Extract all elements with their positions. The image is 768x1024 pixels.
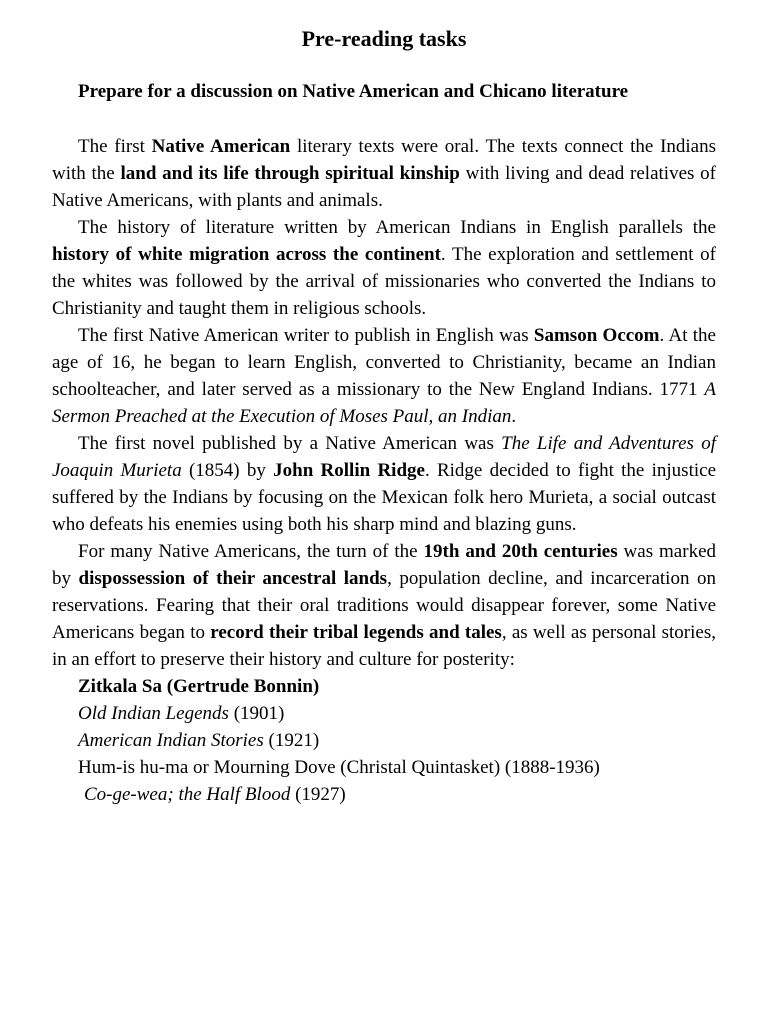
list-author-zitkala-sa (52, 673, 716, 700)
p3-text-a: The first Native American writer to publish in English was (78, 325, 534, 346)
p3-text-c: . At the age of 16, he began to learn English, converted to Christianity, became an Indian schoolteacher, and later served as a missionary to the New England Indians. 1771 (52, 325, 716, 400)
list-author-mourning-dove (52, 754, 716, 781)
p5-bold-dispossession: dispossession of their ancestral lands (78, 568, 388, 589)
work-year: (1921) (263, 730, 320, 751)
p5-bold-record-legends: record their tribal legends and tales (210, 622, 502, 643)
work-title: American Indian Stories (78, 730, 264, 751)
p4-text-a: The first novel published by a Native American was (78, 433, 502, 454)
list-work-american-indian-stories (52, 727, 716, 754)
p4-italic-novel-title: The Life and Adventures of Joaquin Murieta (52, 433, 716, 481)
paragraph-samson-occom (52, 322, 716, 430)
p3-text-e: . (511, 406, 517, 427)
author-name: Hum-is hu-ma or Mourning Dove (Christal Quintasket) (1888-1936) (78, 757, 600, 778)
work-year: (1927) (290, 784, 346, 805)
p1-bold-native-american: Native American (151, 136, 291, 157)
p4-bold-john-rollin-ridge: John Rollin Ridge (273, 460, 425, 481)
work-title: Old Indian Legends (78, 703, 229, 724)
p5-text-a: For many Native Americans, the turn of the (78, 541, 424, 562)
p5-text-g: , as well as personal stories, in an effort to preserve their history and culture for posterity: (52, 622, 716, 670)
p2-text-a: The history of literature written by American Indians in English parallels the (78, 217, 716, 238)
list-work-old-indian-legends (52, 700, 716, 727)
p1-text-c: literary texts were oral. The texts connect the Indians with the (52, 136, 716, 184)
p3-bold-samson-occom: Samson Occom (533, 325, 660, 346)
p1-bold-spiritual-kinship: land and its life through spiritual kinship (120, 163, 460, 184)
author-name: Zitkala Sa (Gertrude Bonnin) (78, 676, 320, 697)
p5-text-c: was marked by (52, 541, 717, 589)
p5-text-e: , population decline, and incarceration on reservations. Fearing that their oral traditions would disappear forever, some Native Americans began to (52, 568, 717, 643)
p5-bold-centuries: 19th and 20th centuries (423, 541, 618, 562)
page-title: Pre-reading tasks (301, 26, 467, 51)
p2-text-c: . The exploration and settlement of the whites was followed by the arrival of missionaries who converted the Indians to Christianity and taught them in religious schools. (52, 244, 716, 319)
paragraph-oral-texts (52, 133, 716, 214)
paragraph-preservation (52, 538, 716, 673)
p3-italic-sermon-title: A Sermon Preached at the Execution of Moses Paul, an Indian (52, 379, 716, 427)
p4-text-c: (1854) by (181, 460, 274, 481)
document-page (52, 24, 716, 808)
work-title: Co-ge-wea; the Half Blood (84, 784, 291, 805)
task-heading: Prepare for a discussion on Native American and Chicano literature (78, 81, 629, 102)
p2-bold-white-migration: history of white migration across the continent (52, 244, 441, 265)
paragraph-first-novel (52, 430, 716, 538)
work-year: (1901) (228, 703, 285, 724)
paragraph-history (52, 214, 716, 322)
p4-text-e: . Ridge decided to fight the injustice suffered by the Indians by focusing on the Mexican folk hero Murieta, a social outcast who defeats his enemies using both his sharp mind and blazing guns. (52, 460, 717, 535)
p1-text-a: The first (78, 136, 152, 157)
p1-text-e: with living and dead relatives of Native Americans, with plants and animals. (52, 163, 716, 211)
list-work-co-ge-wea (52, 781, 716, 808)
